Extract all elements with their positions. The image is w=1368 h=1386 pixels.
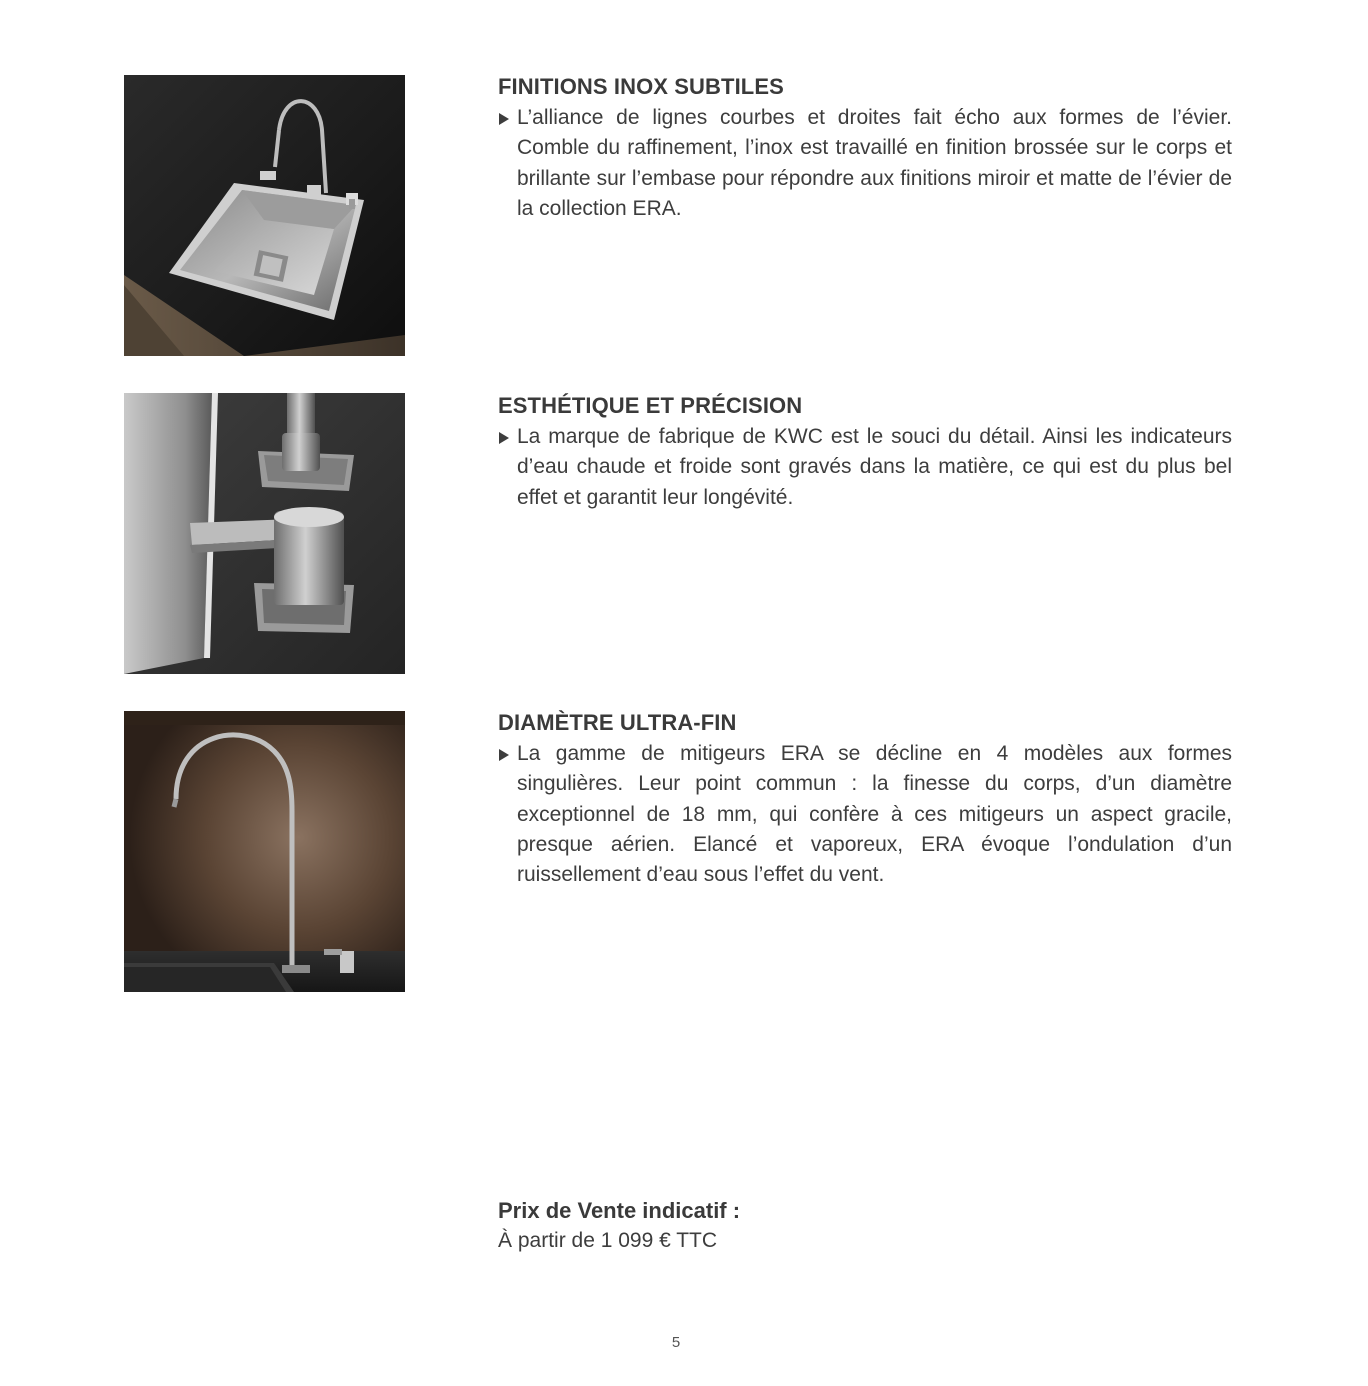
section-text: La marque de fabrique de KWC est le souci du détail. Ainsi les indicateurs d’eau chaude et froide sont gravés dans la matière, ce qui est du plus bel effet et garantit leur longévité. — [517, 425, 1232, 509]
page-number: 5 — [671, 1334, 681, 1351]
slim-faucet-image — [124, 711, 405, 992]
section-title: ESTHÉTIQUE ET PRÉCISION — [498, 393, 803, 418]
sink-faucet-image — [124, 75, 405, 356]
bullet-arrow-icon — [499, 432, 509, 444]
section-title: DIAMÈTRE ULTRA-FIN — [498, 710, 737, 735]
photo-tap-detail — [124, 393, 405, 674]
photo-slim-faucet — [124, 711, 405, 992]
price-title: Prix de Vente indicatif : — [498, 1198, 741, 1223]
section-text: L’alliance de lignes courbes et droites fait écho aux formes de l’évier. Comble du raffinement, l’inox est travaillé en finition brossée sur le corps et brillante sur l’embase pour répondre aux finitions miroir et matte de l’évier de la collection ERA. — [517, 106, 1232, 220]
section-body — [498, 422, 1232, 513]
section-title: FINITIONS INOX SUBTILES — [498, 74, 784, 99]
section-esthetique — [498, 392, 1232, 513]
tap-detail-image — [124, 393, 405, 674]
bullet-arrow-icon — [499, 749, 509, 761]
bullet-arrow-icon — [499, 113, 509, 125]
price-block — [498, 1196, 998, 1256]
section-diametre — [498, 709, 1232, 890]
section-body — [498, 103, 1232, 224]
section-body — [498, 739, 1232, 890]
photo-sink-faucet — [124, 75, 405, 356]
section-finitions — [498, 73, 1232, 224]
section-text: La gamme de mitigeurs ERA se décline en 4 modèles aux formes singulières. Leur point commun : la finesse du corps, d’un diamètre exceptionnel de 18 mm, qui confère à ces mitigeurs un aspect gracile, presque aérien. Elancé et vaporeux, ERA évoque l’ondulation d’un ruissellement d’eau sous l’effet du vent. — [517, 742, 1232, 887]
price-value: À partir de 1 099 € TTC — [498, 1229, 718, 1252]
